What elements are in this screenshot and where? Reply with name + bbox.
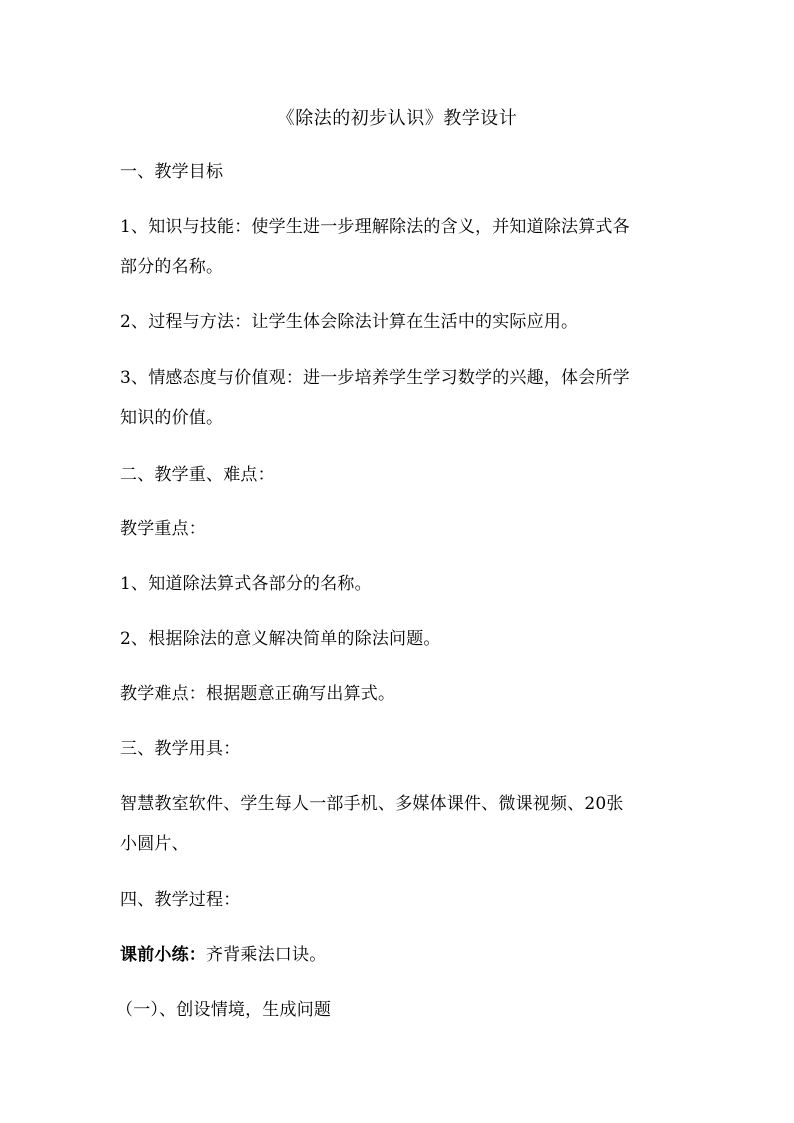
objective-emotion-line-2: 知识的价值。 (120, 408, 224, 428)
objective-emotion-line-1: 3、情感态度与价值观：进一步培养学生学习数学的兴趣，体会所学 (120, 368, 630, 388)
difficult-point: 教学难点：根据题意正确写出算式。 (120, 684, 396, 704)
objective-knowledge-line-1: 1、知识与技能：使学生进一步理解除法的含义，并知道除法算式各 (120, 217, 630, 237)
teaching-tools-line-1: 智慧教室软件、学生每人一部手机、多媒体课件、微课视频、20张 (120, 794, 624, 814)
key-points-label: 教学重点： (120, 519, 206, 539)
objective-knowledge-line-2: 部分的名称。 (120, 257, 224, 277)
key-point-2: 2、根据除法的意义解决简单的除法问题。 (120, 629, 441, 649)
heading-teaching-process: 四、教学过程： (120, 890, 241, 910)
heading-teaching-objectives: 一、教学目标 (120, 162, 224, 182)
warmup-text: 齐背乘法口诀。 (206, 945, 327, 965)
teaching-tools-line-2: 小圆片、 (120, 834, 189, 854)
section-one-heading: （一）、创设情境，生成问题 (116, 1000, 332, 1020)
objective-process: 2、过程与方法：让学生体会除法计算在生活中的实际应用。 (120, 312, 579, 332)
heading-key-difficult-points: 二、教学重、难点： (120, 465, 275, 485)
heading-teaching-tools: 三、教学用具： (120, 739, 241, 759)
document-title: 《除法的初步认识》教学设计 (276, 108, 518, 129)
warmup-line (120, 944, 680, 966)
key-point-1: 1、知道除法算式各部分的名称。 (120, 574, 372, 594)
warmup-label: 课前小练： (120, 945, 206, 965)
